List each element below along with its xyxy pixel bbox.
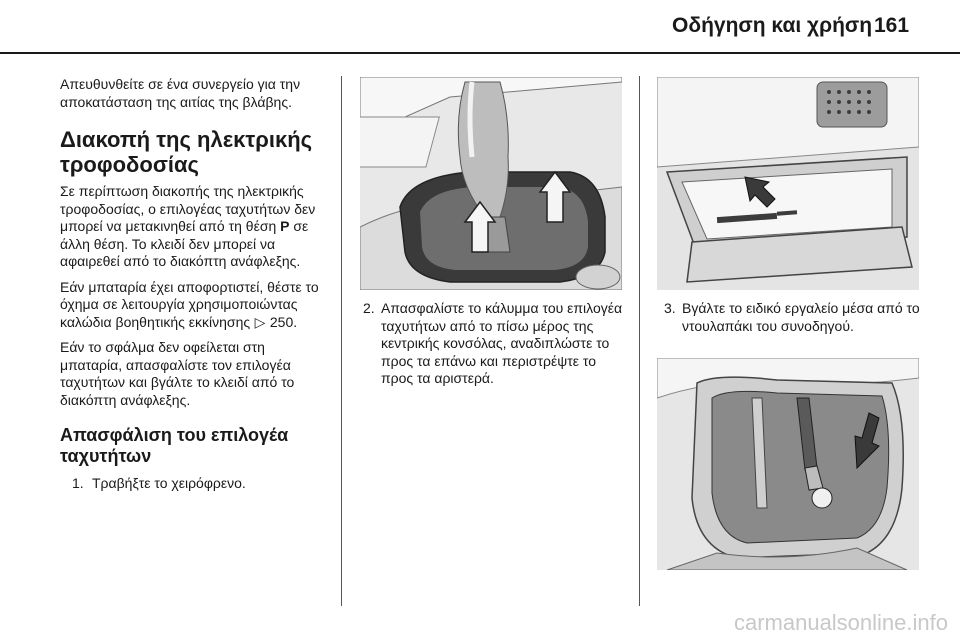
illustration-release-tool [657, 358, 919, 570]
illustration-glovebox [657, 77, 919, 290]
step-2 [363, 300, 628, 388]
paragraph-fault: Εάν το σφάλμα δεν οφείλεται στη μπαταρία, απασφαλίστε τον επιλογέα ταχυτήτων και βγάλτε το κλειδί από το διακόπτη ανάφλεξης. [60, 339, 295, 408]
page-number: 161 [874, 14, 910, 37]
section-heading-unlock-selector: Απασφάλιση του επιλογέα ταχυτήτων [60, 425, 289, 466]
glovebox-drawing [657, 77, 919, 290]
gear-selector-drawing [360, 77, 622, 290]
intro-paragraph: Απευθυνθείτε σε ένα συνεργείο για την αποκατάσταση της αιτίας της βλάβης. [60, 76, 301, 110]
paragraph-battery: Εάν μπαταρία έχει αποφορτιστεί, θέστε το όχημα σε λειτουργία χρησιμοποιώντας καλώδια βοηθητικής εκκίνησης ▷ 250. [60, 278, 319, 330]
step-number: 1. [72, 475, 84, 491]
step-text: Απασφαλίστε το κάλυμμα του επιλογέα ταχυτήτων από το πίσω μέρος της κεντρικής κονσόλας, αναδιπλώστε το προς τα επάνω και περιστρέψτε το προς τα αριστερά. [381, 300, 623, 386]
paragraph-power-failure: Σε περίπτωση διακοπής της ηλεκτρικής τροφοδοσίας, ο επιλογέας ταχυτήτων δεν μπορεί να μετακινηθεί από τη θέση P σε άλλη θέση. Το κλειδί δεν μπορεί να αφαιρεθεί από το διακόπτη ανάφλεξης. [60, 183, 316, 269]
page-reference-link[interactable]: 250. [269, 313, 298, 330]
step-2-block [363, 300, 628, 388]
step-number: 2. [363, 300, 375, 316]
page-reference-icon: ▷ [254, 313, 266, 330]
column-divider-right [639, 76, 640, 606]
illustration-gear-selector-cover [360, 77, 622, 290]
header-rule [0, 52, 960, 54]
step-3 [664, 300, 929, 335]
watermark: carmanualsonline.info [733, 610, 948, 635]
step-text: Τραβήξτε το χειρόφρενο. [92, 475, 246, 491]
gear-position-p: P [280, 218, 290, 234]
release-tool-drawing [657, 358, 919, 570]
column-divider-left [341, 76, 342, 606]
step-text: Βγάλτε το ειδικό εργαλείο μέσα από το ντουλαπάκι του συνοδηγού. [682, 300, 920, 334]
step-1 [60, 475, 328, 493]
step-3-block [664, 300, 929, 335]
section-heading-power-failure: Διακοπή της ηλεκτρικής τροφοδοσίας [60, 127, 313, 177]
page-header-title: Οδήγηση και χρήση [672, 14, 873, 37]
text-column [60, 76, 328, 493]
step-number: 3. [664, 300, 676, 316]
